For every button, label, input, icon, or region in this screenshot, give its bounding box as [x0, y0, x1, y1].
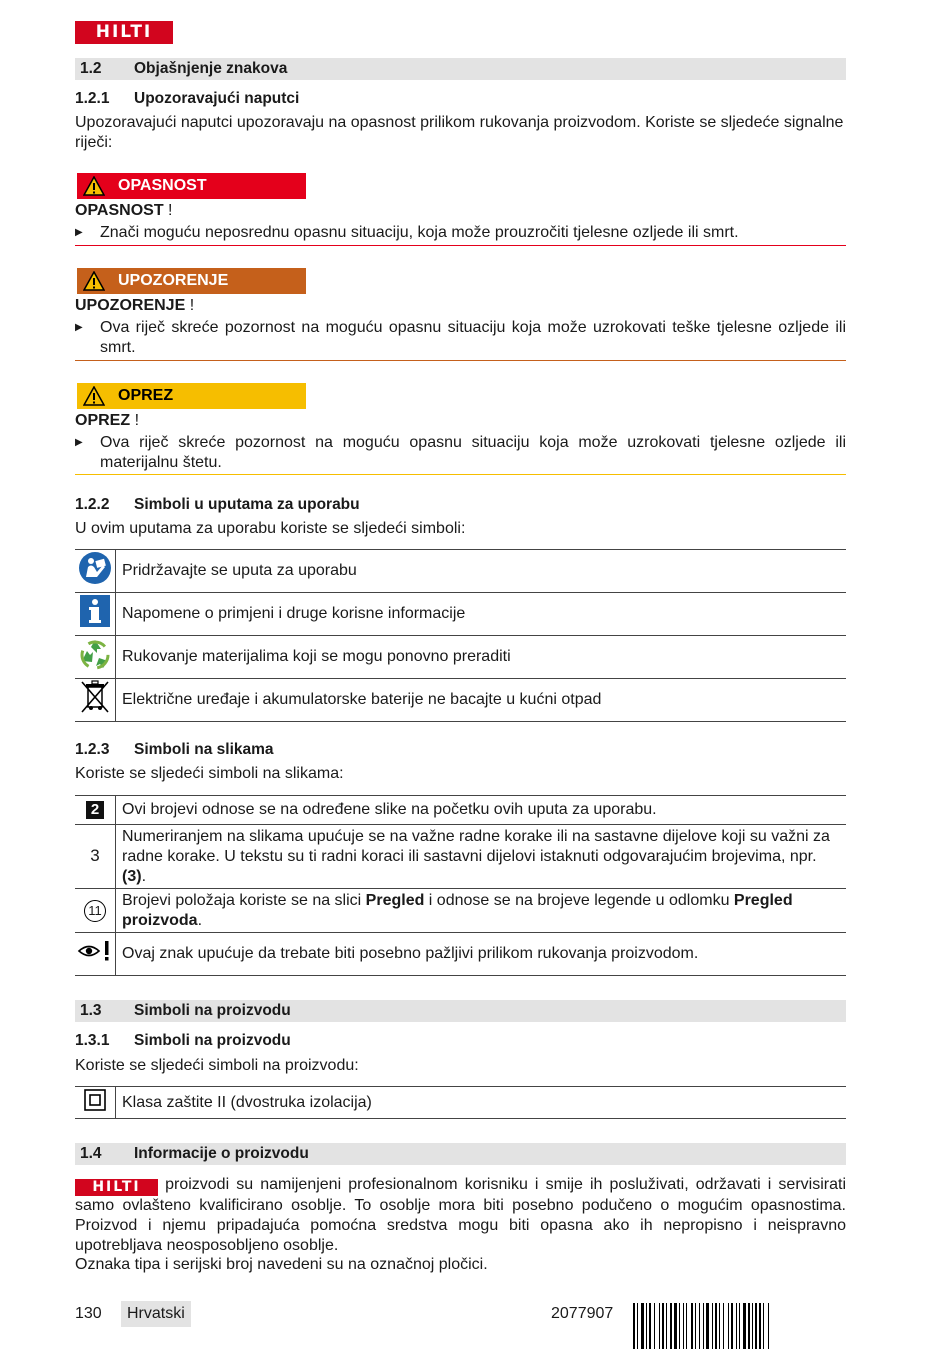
- caution-bullet: [75, 433, 846, 473]
- warnings-intro: Upozoravajući naputci upozoravaju na opasnost prilikom rukovanja proizvodom. Koriste se sljedeće signalne riječi:: [75, 114, 844, 151]
- warning-bullet: [75, 318, 846, 358]
- warning-triangle-icon: [83, 386, 105, 406]
- barcode-bar: [670, 1303, 672, 1349]
- table-row: [75, 550, 846, 593]
- barcode-bar: [731, 1303, 733, 1349]
- symbol-description: Klasa zaštite II (dvostruka izolacija): [116, 1087, 847, 1119]
- info-icon: [79, 594, 111, 628]
- section-1-2-1-heading: [75, 89, 846, 109]
- warning-triangle-icon: [83, 271, 105, 291]
- symbol-description: Rukovanje materijalima koji se mogu ponovno preraditi: [116, 636, 847, 679]
- barcode-bar: [723, 1303, 724, 1349]
- danger-signal-box: [77, 173, 306, 199]
- section-1-2-heading: [75, 58, 846, 80]
- section-1-3-1-heading: [75, 1031, 846, 1051]
- barcode-bar: [768, 1303, 769, 1349]
- step-number-symbol: 3: [90, 846, 100, 865]
- symbol-cell: [75, 679, 116, 722]
- hilti-logo: HILTI: [75, 21, 173, 44]
- section-number: 1.2: [80, 60, 102, 77]
- caution-text: Ova riječ skreće pozornost na moguću opasnu situaciju koja može uzrokovati tjelesne ozljede ili materijalnu štetu.: [100, 434, 846, 471]
- warning-signal-box: [77, 268, 306, 294]
- caution-word: [75, 411, 846, 431]
- warning-triangle-icon: [83, 176, 105, 196]
- warning-word: [75, 296, 846, 316]
- barcode-bar: [759, 1303, 761, 1349]
- section-number: 1.2.1: [75, 90, 110, 107]
- table-row: [75, 933, 846, 976]
- barcode-bar: [641, 1303, 644, 1349]
- figure-symbols-table: [75, 795, 846, 976]
- table-row: [75, 593, 846, 636]
- barcode-bar: [752, 1303, 753, 1349]
- double-insulation-icon: [83, 1088, 107, 1112]
- barcode-bar: [728, 1303, 729, 1349]
- table-row: [75, 889, 846, 933]
- barcode-bar: [666, 1303, 667, 1349]
- section-1-2-2-heading: [75, 495, 846, 515]
- barcode: [633, 1303, 846, 1349]
- symbol-cell: [75, 593, 116, 636]
- language-label: Hrvatski: [121, 1301, 191, 1327]
- barcode-bar: [691, 1303, 693, 1349]
- section-number: 1.4: [80, 1145, 102, 1162]
- section-number: 1.2.3: [75, 741, 110, 758]
- barcode-bar: [695, 1303, 696, 1349]
- eye-attention-icon: [77, 939, 113, 963]
- symbol-cell: [75, 1087, 116, 1119]
- barcode-bar: [654, 1303, 655, 1349]
- caution-word-bold: OPREZ: [75, 412, 131, 429]
- product-symbols-intro: Koriste se sljedeći simboli na proizvodu:: [75, 1057, 359, 1074]
- section-title: Simboli u uputama za uporabu: [134, 496, 360, 513]
- barcode-bar: [755, 1303, 757, 1349]
- barcode-bar: [703, 1303, 704, 1349]
- warning-word-bold: UPOZORENJE: [75, 297, 186, 314]
- hilti-inline-logo: HILTI: [75, 1179, 158, 1196]
- danger-label: OPASNOST: [118, 177, 207, 194]
- danger-word-bold: OPASNOST: [75, 202, 164, 219]
- text-segment: Numeriranjem na slikama upućuje se na važne radne korake ili na sastavne dijelove koji su važni za radne korake. U tekstu su ti radni koraci ili sastavni dijelovi istaknuti odgovarajućim brojevima, npr.: [122, 827, 830, 865]
- table-row: [75, 1087, 846, 1119]
- symbol-description: Ovaj znak upućuje da trebate biti posebno pažljivi prilikom rukovanja proizvodom.: [116, 933, 847, 976]
- barcode-bar: [715, 1303, 717, 1349]
- manual-symbols-intro: U ovim uputama za uporabu koriste se sljedeći simboli:: [75, 520, 466, 537]
- barcode-bar: [763, 1303, 764, 1349]
- barcode-bar: [706, 1303, 709, 1349]
- warning-label: UPOZORENJE: [118, 272, 229, 289]
- product-symbols-table: [75, 1086, 846, 1119]
- section-1-2-3-heading: [75, 740, 846, 760]
- symbol-description: Električne uređaje i akumulatorske baterije ne bacajte u kućni otpad: [116, 679, 847, 722]
- danger-bullet: [75, 223, 846, 243]
- read-manual-icon: [78, 551, 112, 585]
- barcode-bar: [739, 1303, 740, 1349]
- barcode-bar: [743, 1303, 746, 1349]
- caution-divider: [75, 474, 846, 475]
- symbol-cell: [75, 933, 116, 976]
- barcode-bar: [736, 1303, 737, 1349]
- barcode-bar: [686, 1303, 687, 1349]
- caution-word-suffix: !: [130, 412, 140, 429]
- bullet-icon: ▶: [75, 227, 83, 238]
- text-segment: .: [141, 867, 147, 885]
- barcode-bar: [633, 1303, 635, 1349]
- table-row: [75, 679, 846, 722]
- crossed-bin-icon: [79, 679, 111, 715]
- text-bold-segment: Pregled: [365, 891, 425, 909]
- section-number: 1.3.1: [75, 1032, 110, 1049]
- document-number: 2077907: [551, 1305, 614, 1322]
- barcode-bar: [748, 1303, 750, 1349]
- barcode-bar: [679, 1303, 680, 1349]
- section-1-3-heading: [75, 1000, 846, 1022]
- nameplate-note: Oznaka tipa i serijski broj navedeni su na označnoj pločici.: [75, 1256, 488, 1273]
- warning-divider: [75, 360, 846, 361]
- barcode-bar: [699, 1303, 700, 1349]
- page-number: 130: [75, 1305, 102, 1322]
- symbol-cell: [75, 825, 116, 889]
- text-bold-segment: Pregled proizvoda: [122, 891, 793, 929]
- text-segment: Brojevi položaja koriste se na slici: [122, 891, 366, 909]
- section-title: Simboli na proizvodu: [134, 1032, 291, 1049]
- symbol-description: Napomene o primjeni i druge korisne informacije: [116, 593, 847, 636]
- bullet-icon: ▶: [75, 437, 83, 448]
- product-info-text: proizvodi su namijenjeni profesionalnom korisniku i smije ih posluživati, održavati i servisirati samo ovlašteno kvalificirano osoblje. To osoblje mora biti posebno podučeno o mogućim opasnostima. Proizvod i njemu pripadajuća pomoćna sredstva mogu biti opasna ako ih nepropisno i neispravno upotrebljava neosposobljeno osoblje.: [75, 1176, 846, 1254]
- caution-signal-box: [77, 383, 306, 409]
- section-number: 1.2.2: [75, 496, 110, 513]
- section-title: Upozoravajući naputci: [134, 90, 300, 107]
- barcode-bar: [674, 1303, 677, 1349]
- figure-number-symbol: 2: [86, 801, 104, 819]
- text-segment: .: [197, 911, 203, 929]
- barcode-bar: [659, 1303, 660, 1349]
- text-segment: i odnose se na brojeve legende u odlomku: [424, 891, 734, 909]
- danger-word-suffix: !: [163, 202, 173, 219]
- recycle-icon: [78, 637, 112, 671]
- position-number-symbol: 11: [84, 900, 106, 922]
- section-title: Informacije o proizvodu: [134, 1145, 309, 1162]
- symbol-cell: [75, 636, 116, 679]
- figure-symbols-intro: Koriste se sljedeći simboli na slikama:: [75, 765, 344, 782]
- barcode-bar: [712, 1303, 713, 1349]
- barcode-bar: [637, 1303, 638, 1349]
- section-number: 1.3: [80, 1002, 102, 1019]
- bullet-icon: ▶: [75, 322, 83, 333]
- symbol-description: Ovi brojevi odnose se na određene slike na početku ovih uputa za uporabu.: [116, 796, 847, 825]
- danger-word: [75, 201, 846, 221]
- text-bold-segment: (3): [122, 867, 142, 885]
- warning-word-suffix: !: [185, 297, 195, 314]
- section-title: Simboli na proizvodu: [134, 1002, 291, 1019]
- warning-text: Ova riječ skreće pozornost na moguću opasnu situaciju koja može uzrokovati teške tjelesne ozljede ili smrt.: [100, 319, 846, 356]
- symbol-cell: [75, 550, 116, 593]
- barcode-bar: [662, 1303, 664, 1349]
- table-row: [75, 825, 846, 889]
- section-title: Objašnjenje znakova: [134, 60, 288, 77]
- symbol-description: [116, 889, 847, 933]
- table-row: [75, 636, 846, 679]
- symbol-cell: [75, 889, 116, 933]
- product-info-paragraph: [75, 1175, 846, 1256]
- symbol-description: [116, 825, 847, 889]
- barcode-bar: [649, 1303, 651, 1349]
- section-1-4-heading: [75, 1143, 846, 1165]
- barcode-bar: [683, 1303, 684, 1349]
- barcode-bar: [719, 1303, 720, 1349]
- symbol-cell: [75, 796, 116, 825]
- symbol-description: Pridržavajte se uputa za uporabu: [116, 550, 847, 593]
- manual-symbols-table: [75, 549, 846, 722]
- danger-divider: [75, 245, 846, 246]
- barcode-bar: [646, 1303, 647, 1349]
- section-title: Simboli na slikama: [134, 741, 274, 758]
- danger-text: Znači moguću neposrednu opasnu situaciju, koja može prouzročiti tjelesne ozljede ili smrt.: [100, 224, 739, 241]
- table-row: [75, 796, 846, 825]
- caution-label: OPREZ: [118, 387, 174, 404]
